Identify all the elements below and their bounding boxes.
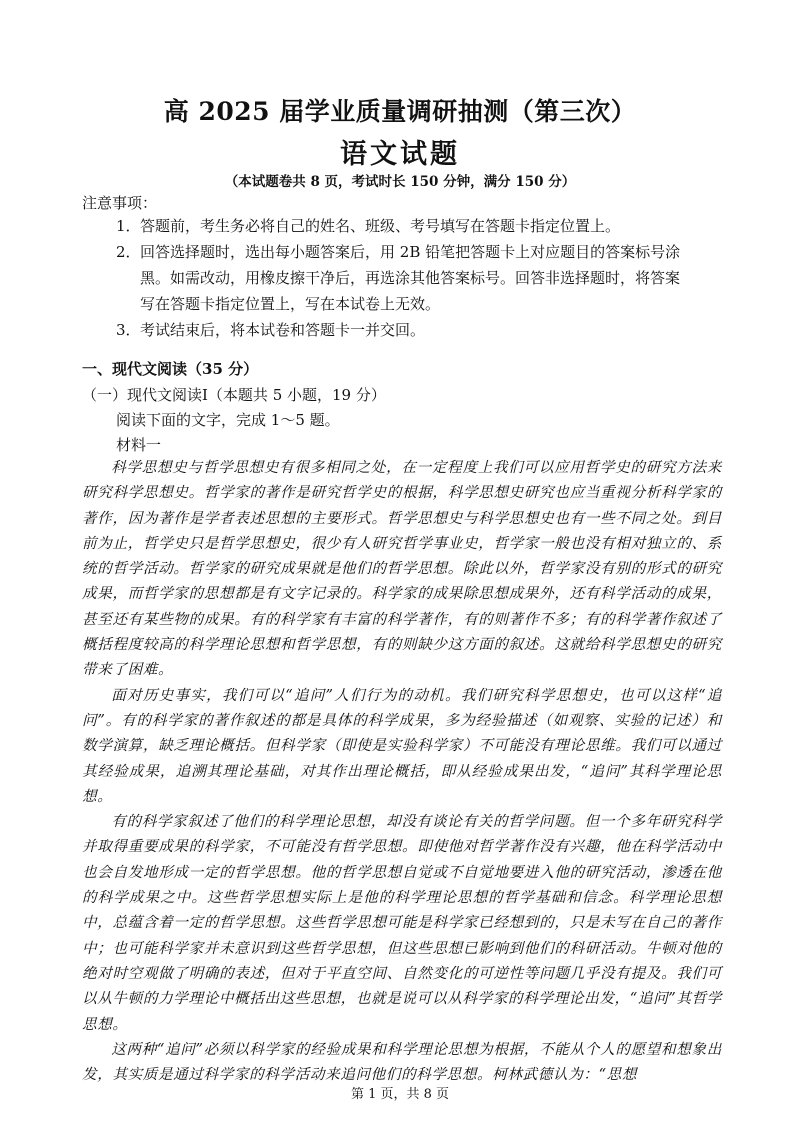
section-heading: 一、现代文阅读（35 分） xyxy=(82,360,259,378)
passage-paragraph: 这两种“追问”必须以科学家的经验成果和科学理论思想为根据，不能从个人的愿望和想象出发，其实质是通过科学家的科学活动来追问他们的科学思想。柯林武德认为：“思想 xyxy=(82,1040,722,1084)
material-label: 材料一 xyxy=(116,436,162,454)
notice-heading: 注意事项： xyxy=(82,194,158,212)
subject-title: 语文试题 xyxy=(340,139,460,170)
passage-paragraph: 有的科学家叙述了他们的科学理论思想，却没有谈论有关的哲学问题。但一个多年研究科学并取得重要成果的科学家，不可能没有哲学思想。即使他对哲学著作没有兴趣，他在科学活动中也会自发地形成一定的哲学思想。他的哲学思想自觉或不自觉地要进入他的研究活动，渗透在他的科学成果之中。这些哲学思想实际上是他的科学理论思想的哲学基础和信念。科学理论思想中，总蕴含着一定的哲学思想。这些哲学思想可能是科学家已经想到的，只是未写在自己的著作中；也可能科学家并未意识到这些哲学思想，但这些思想已影响到他们的科研活动。牛顿对他的绝对时空观做了明确的表述，但对于平直空间、自然变化的可逆性等问题几乎没有提及。我们可以从牛顿的力学理论中概括出这些思想，也就是说可以从科学家的科学理论出发，“追问”其哲学思想。 xyxy=(82,813,722,1033)
notice-number: 2． xyxy=(116,243,141,261)
passage-paragraph: 科学思想史与哲学思想史有很多相同之处，在一定程度上我们可以应用哲学史的研究方法来研究科学思想史。哲学家的著作是研究哲学史的根据，科学思想史研究也应当重视分析科学家的著作，因为著作是学者表述思想的主要形式。哲学思想史与科学思想史也有一些不同之处。到目前为止，哲学史只是哲学思想史，很少有人研究哲学事业史，哲学家一般也没有相对独立的、系统的哲学活动。哲学家的研究成果就是他们的哲学思想。除此以外，哲学家没有别的形式的研究成果，而哲学家的思想都是有文字记录的。科学家的成果除思想成果外，还有科学活动的成果，甚至还有某些物的成果。有的科学家有丰富的科学著作，有的则著作不多；有的科学著作叙述了概括程度较高的科学理论思想和哲学思想，有的则缺少这方面的叙述。这就给科学思想史的研究带来了困难。 xyxy=(82,459,722,679)
reading-passage xyxy=(82,455,722,1087)
notice-text: 答题前，考生务必将自己的姓名、班级、考号填写在答题卡指定位置上。 xyxy=(140,217,621,235)
notice-item-1 xyxy=(116,213,736,239)
page-number: 第 1 页，共 8 页 xyxy=(350,1087,450,1102)
notice-text: 考试结束后，将本试卷和答题卡一并交回。 xyxy=(140,321,426,339)
notice-item-3 xyxy=(116,317,736,343)
notice-number: 1． xyxy=(116,217,141,235)
notice-item-2-line-2: 黑。如需改动，用橡皮擦干净后，再选涂其他答案标号。回答非选择题时，将答案 xyxy=(140,269,681,287)
reading-instruction: 阅读下面的文字，完成 1～5 题。 xyxy=(116,411,340,429)
notice-item-2 xyxy=(116,239,736,265)
notice-text: 回答选择题时，选出每小题答案后，用 2B 铅笔把答题卡上对应题目的答案标号涂 xyxy=(140,243,681,261)
exam-title: 高 2025 届学业质量调研抽测（第三次） xyxy=(163,97,637,126)
exam-meta: （本试题卷共 8 页，考试时长 150 分钟，满分 150 分） xyxy=(224,174,576,190)
notice-item-2-line-3: 写在答题卡指定位置上，写在本试卷上无效。 xyxy=(140,295,441,313)
notice-number: 3． xyxy=(116,321,141,339)
passage-paragraph: 面对历史事实，我们可以“追问”人们行为的动机。我们研究科学思想史，也可以这样“追问”。有的科学家的著作叙述的都是具体的科学成果，多为经验描述（如观察、实验的记述）和数学演算，缺乏理论概括。但科学家（即使是实验科学家）不可能没有理论思维。我们可以通过其经验成果，追溯其理论基础，对其作出理论概括，即从经验成果出发，“追问”其科学理论思想。 xyxy=(82,686,722,805)
subsection-heading: （一）现代文阅读Ⅰ（本题共 5 小题，19 分） xyxy=(82,386,386,404)
